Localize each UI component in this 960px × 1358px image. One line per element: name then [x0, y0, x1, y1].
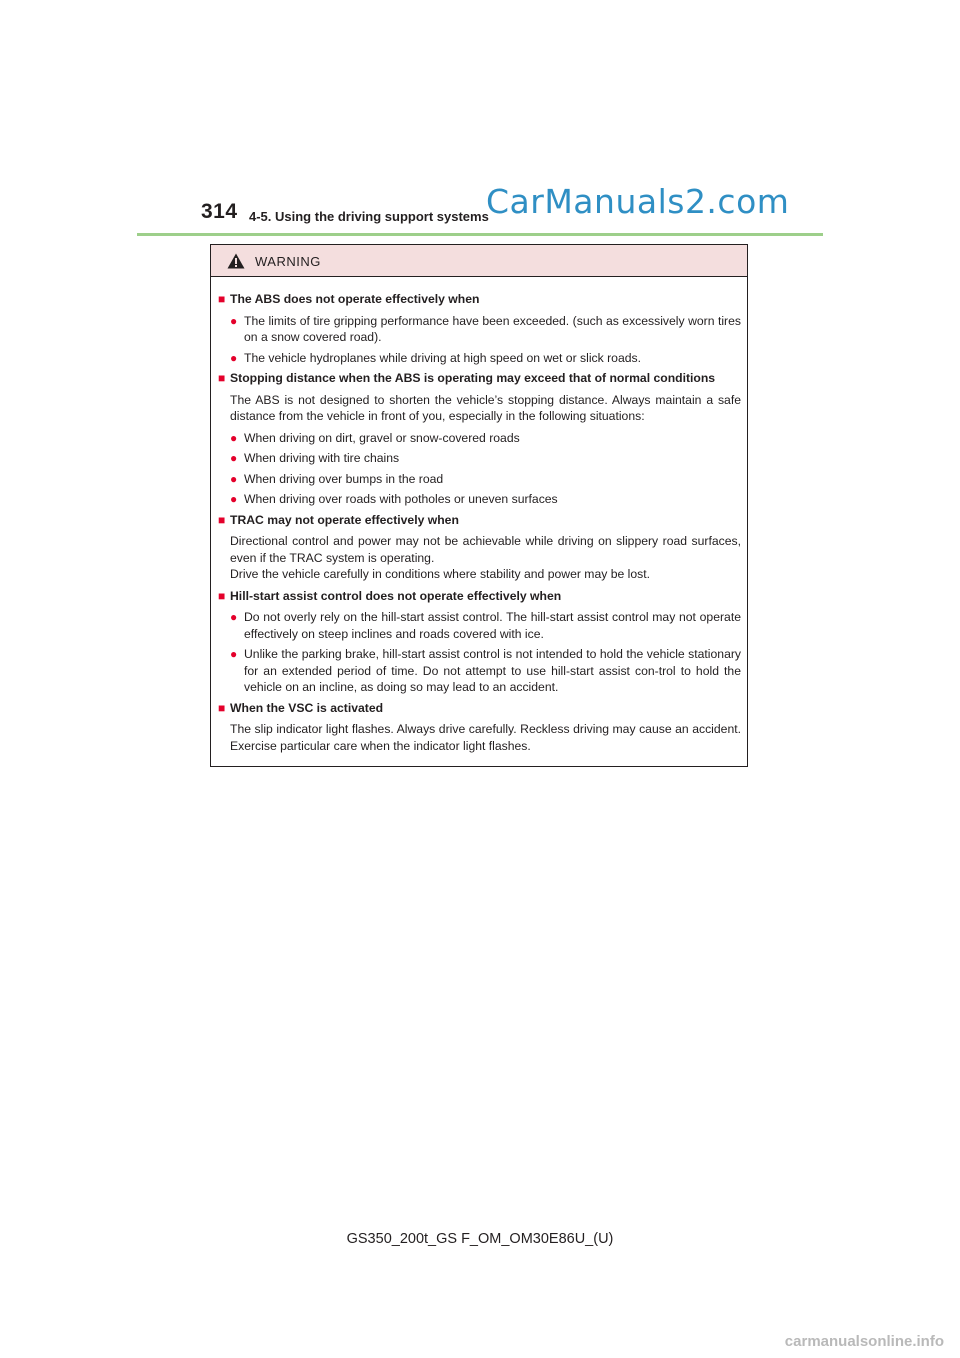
dot-bullet-icon: ● — [230, 492, 238, 506]
list-item: ● When driving over roads with potholes or uneven surfaces — [230, 492, 558, 506]
list-item: ● When driving over bumps in the road — [230, 471, 444, 486]
dot-bullet-icon: ● — [230, 647, 238, 661]
list-item: ● Unlike the parking brake, hill-start assist control is not intended to hold the vehicle stationary for an extended period of time. Do not attempt to use hill-start assist con-trol to hold the vehicle on an incline, as doing so may lead to an accident. — [230, 647, 741, 694]
square-bullet-icon: ■ — [218, 588, 226, 603]
section-heading: ■ When the VSC is activated — [218, 700, 384, 715]
section-heading: ■ TRAC may not operate effectively when — [218, 512, 459, 527]
warning-box — [210, 244, 748, 767]
dot-bullet-icon: ● — [230, 610, 238, 624]
dot-bullet-icon: ● — [230, 451, 238, 465]
section-heading: ■ Stopping distance when the ABS is operating may exceed that of normal conditions — [218, 371, 716, 385]
page-header — [0, 0, 960, 240]
square-bullet-icon: ■ — [218, 371, 226, 385]
square-bullet-icon: ■ — [218, 700, 226, 715]
paragraph: Directional control and power may not be achievable while driving on slippery road surfaces, even if the TRAC system is operating. — [230, 534, 741, 565]
section-heading: ■ The ABS does not operate effectively when — [218, 292, 480, 306]
header-rule — [137, 233, 823, 236]
dot-bullet-icon: ● — [230, 471, 238, 486]
list-item: ● Do not overly rely on the hill-start assist control. The hill-start assist control may not operate effectively on steep inclines and roads covered with ice. — [230, 610, 741, 641]
list-item: ● The vehicle hydroplanes while driving at high speed on wet or slick roads. — [230, 350, 641, 365]
dot-bullet-icon: ● — [230, 313, 238, 328]
warning-body — [211, 277, 747, 754]
section-title: 4-5. Using the driving support systems — [249, 209, 489, 224]
warning-label: WARNING — [255, 254, 321, 269]
square-bullet-icon: ■ — [218, 292, 226, 306]
document-code: GS350_200t_GS F_OM_OM30E86U_(U) — [346, 1231, 614, 1247]
paragraph: The ABS is not designed to shorten the vehicle’s stopping distance. Always maintain a safe distance from the vehicle in front of you, especially in the following situations: — [230, 392, 741, 423]
section-heading: ■ Hill-start assist control does not operate effectively when — [218, 588, 562, 603]
paragraph: The slip indicator light flashes. Always drive carefully. Reckless driving may cause an accident. Exercise particular care when the indicator light flashes. — [230, 722, 741, 753]
page-number: 314 — [201, 200, 238, 223]
paragraph: Drive the vehicle carefully in conditions where stability and power may be lost. — [230, 567, 650, 581]
list-item: ● When driving with tire chains — [230, 451, 400, 465]
dot-bullet-icon: ● — [230, 430, 238, 445]
warning-triangle-icon — [227, 253, 245, 269]
square-bullet-icon: ■ — [218, 512, 226, 527]
watermark-footer[interactable]: carmanualsonline.info — [784, 1333, 944, 1350]
list-item: ● The limits of tire gripping performance have been exceeded. (such as excessively worn tires on a snow covered road). — [230, 313, 741, 344]
list-item: ● When driving on dirt, gravel or snow-covered roads — [230, 430, 520, 445]
watermark-logo[interactable]: CarManuals2.com — [486, 182, 790, 221]
warning-header — [211, 245, 747, 277]
dot-bullet-icon: ● — [230, 350, 238, 365]
